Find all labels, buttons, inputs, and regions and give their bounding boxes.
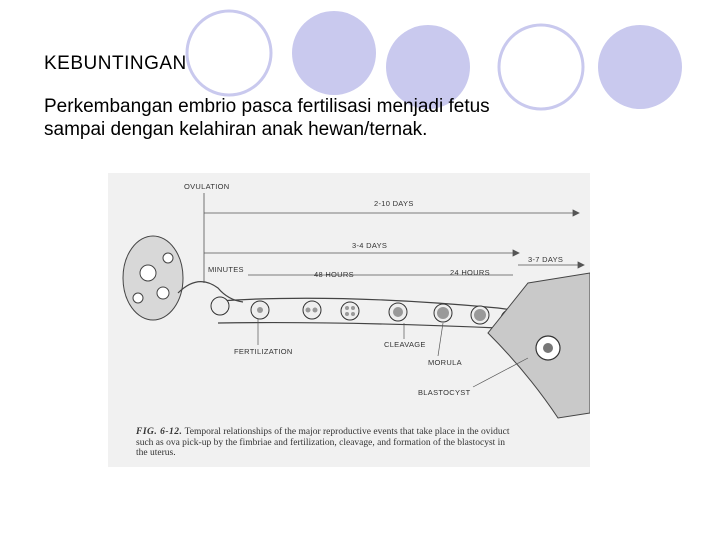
label-24-hours: 24 HOURS <box>450 268 490 277</box>
oviduct-figure <box>108 173 590 467</box>
fimbriae <box>178 282 243 302</box>
slide-subtitle <box>44 95 664 141</box>
caption-line-2: such as ova pick-up by the fimbriae and fertilization, cleavage, and formation of the blastocyst in <box>136 437 506 448</box>
label-2-10-days: 2-10 DAYS <box>374 199 414 208</box>
label-ovulation: OVULATION <box>184 182 230 191</box>
label-48-hours: 48 HOURS <box>314 270 354 279</box>
label-blastocyst: BLASTOCYST <box>418 388 471 397</box>
ovary-drawing <box>123 236 183 320</box>
oviduct-illustration <box>108 173 590 467</box>
label-minutes: MINUTES <box>208 265 244 274</box>
caption-line-3: the uterus. <box>136 448 176 458</box>
caption-fig-number: FIG. 6-12. <box>136 427 183 437</box>
figure-caption <box>136 427 576 459</box>
label-morula: MORULA <box>428 358 462 367</box>
label-cleavage: CLEAVAGE <box>384 340 426 349</box>
circle-filled-1 <box>292 11 376 95</box>
slide-title: KEBUNTINGAN <box>44 53 187 74</box>
label-fertilization: FERTILIZATION <box>234 347 293 356</box>
caption-line-1: Temporal relationships of the major reproductive events that take place in the oviduct <box>184 427 510 437</box>
label-3-7-days: 3-7 DAYS <box>528 255 564 264</box>
label-3-4-days: 3-4 DAYS <box>352 241 388 250</box>
circle-outline-1 <box>187 11 271 95</box>
subtitle-line-2: sampai dengan kelahiran anak hewan/ternak. <box>44 119 428 140</box>
subtitle-line-1: Perkembangan embrio pasca fertilisasi menjadi fetus <box>44 96 490 117</box>
